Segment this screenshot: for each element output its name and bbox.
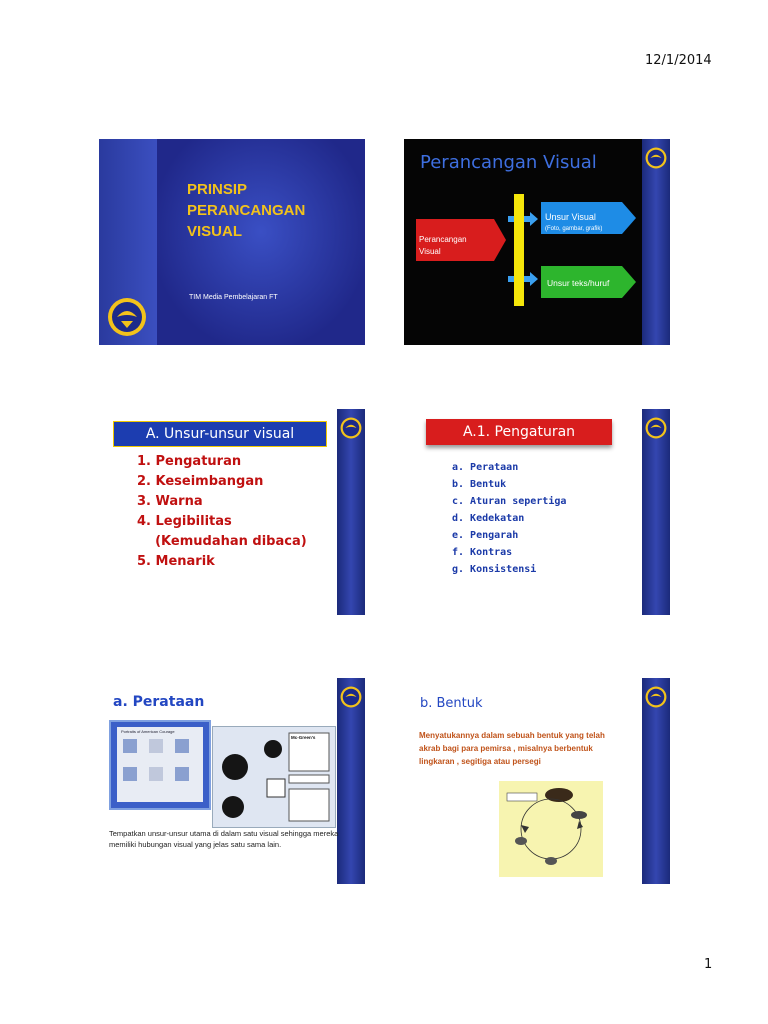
poster-photo	[123, 739, 137, 753]
slide-perataan	[99, 678, 365, 884]
page-date: 12/1/2014	[645, 53, 712, 68]
left-box-line-1: Perancangan	[419, 235, 467, 244]
list-item: 4. Legibilitas	[137, 514, 232, 529]
vertical-divider	[514, 194, 524, 306]
university-logo-icon	[340, 686, 362, 708]
poster-photo	[175, 739, 189, 753]
unsur-visual-label: Unsur Visual	[545, 212, 596, 222]
title-line-3: VISUAL	[187, 223, 243, 240]
slide-main-area	[157, 139, 365, 345]
slide3-title: A. Unsur-unsur visual	[113, 421, 327, 447]
perancangan-label	[419, 234, 467, 258]
poster-photo	[175, 767, 189, 781]
flyer-title: Mc-Green's	[291, 735, 316, 740]
list-item: a. Perataan	[452, 462, 519, 473]
slide-title	[99, 139, 365, 345]
slide-pengaturan	[404, 409, 670, 615]
pengaturan-list	[452, 459, 566, 578]
unsur-visual-sub: (Foto, gambar, grafik)	[545, 226, 603, 232]
slide6-description: Menyatukannya dalam sebuah bentuk yang telah akrab bagi para pemirsa , misalnya berbentuk lingkaran , segitiga atau persegi	[419, 731, 605, 766]
unsur-list	[137, 452, 307, 572]
poster-image	[109, 720, 211, 810]
list-item: (Kemudahan dibaca)	[137, 534, 307, 549]
list-item: g. Konsistensi	[452, 564, 537, 575]
slide5-caption: Tempatkan unsur-unsur utama di dalam satu visual sehingga mereka memiliki hubungan visual yang jelas satu sama lain.	[109, 829, 339, 849]
poster-photo	[123, 767, 137, 781]
slide-sidebar	[337, 678, 365, 884]
title-line-2: PERANCANGAN	[187, 202, 306, 219]
flyer-image	[212, 726, 336, 828]
poster-photo	[149, 767, 163, 781]
list-item: 2. Keseimbangan	[137, 474, 264, 489]
poster-sheet	[117, 727, 203, 802]
university-logo-icon	[645, 417, 667, 439]
list-item: f. Kontras	[452, 547, 513, 558]
slide5-title: a. Perataan	[113, 694, 205, 710]
cycle-diagram	[499, 781, 603, 877]
left-box-line-2: Visual	[419, 247, 441, 256]
title-line-1: PRINSIP	[187, 181, 248, 198]
list-item: 3. Warna	[137, 494, 203, 509]
slide-sidebar	[642, 409, 670, 615]
slide4-title: A.1. Pengaturan	[426, 419, 612, 445]
list-item: 1. Pengaturan	[137, 454, 242, 469]
university-logo-icon	[645, 686, 667, 708]
slide-title-text	[187, 179, 305, 242]
list-item: d. Kedekatan	[452, 513, 525, 524]
apple-illustration	[213, 727, 335, 827]
slide-sidebar	[642, 678, 670, 884]
poster-title: Portraits of American Courage	[121, 729, 175, 734]
university-logo-icon	[107, 297, 147, 337]
page-number: 1	[704, 957, 713, 972]
slide6-title: b. Bentuk	[420, 696, 483, 711]
cycle-diagram-image	[499, 781, 603, 877]
list-item: e. Pengarah	[452, 530, 519, 541]
slide-subtitle: TIM Media Pembelajaran FT	[189, 294, 278, 301]
unsur-teks-label: Unsur teks/huruf	[547, 278, 610, 288]
slide-perancangan-visual	[404, 139, 670, 345]
university-logo-icon	[340, 417, 362, 439]
slide-sidebar	[337, 409, 365, 615]
list-item: c. Aturan sepertiga	[452, 496, 567, 507]
list-item: 5. Menarik	[137, 554, 215, 569]
slide-bentuk	[404, 678, 670, 884]
poster-photo	[149, 739, 163, 753]
slide-unsur-visual	[99, 409, 365, 615]
list-item: b. Bentuk	[452, 479, 507, 490]
slide2-title: Perancangan Visual	[420, 152, 597, 173]
